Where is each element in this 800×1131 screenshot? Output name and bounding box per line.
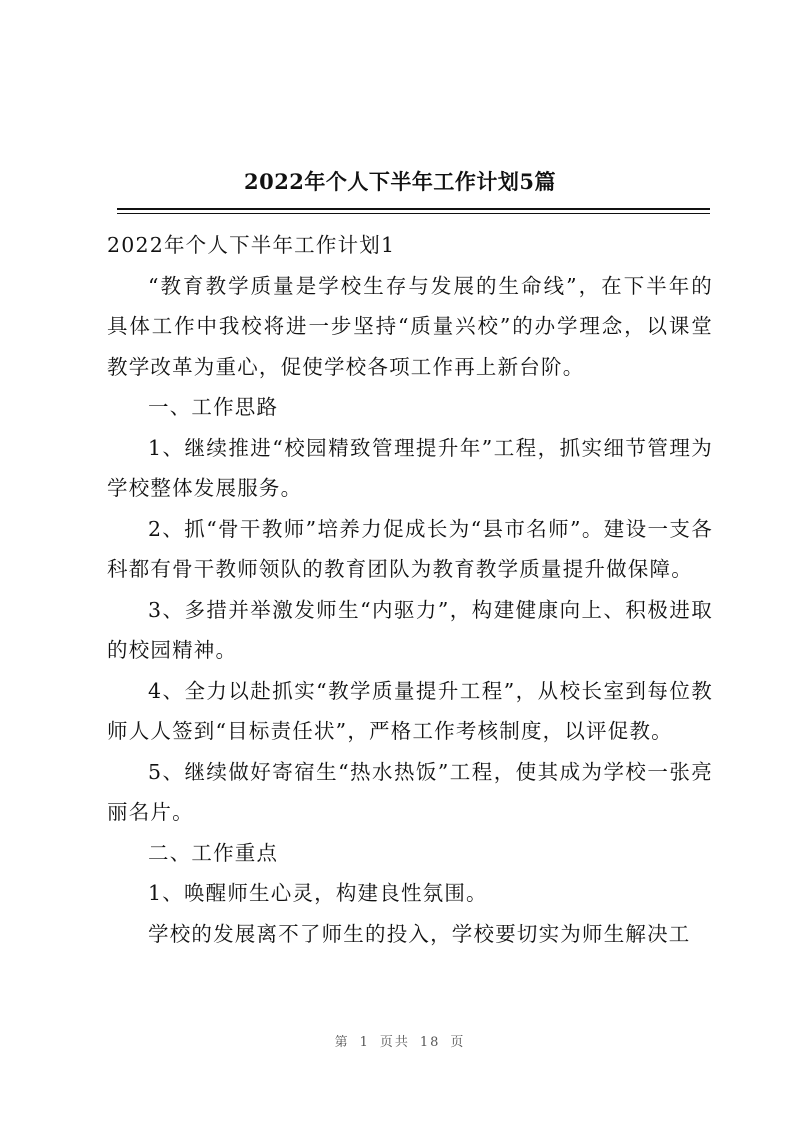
title-rule-thin <box>117 213 710 214</box>
paragraph-item-2: 2、抓“骨干教师”培养力促成长为“县市名师”。建设一支各科都有骨干教师领队的教育团队为教育教学质量提升做保障。 <box>107 516 713 581</box>
heading-work-ideas: 一、工作思路 <box>148 395 279 419</box>
paragraph-item-1: 1、继续推进“校园精致管理提升年”工程，抓实细节管理为学校整体发展服务。 <box>107 435 713 500</box>
paragraph-focus-1: 1、唤醒师生心灵，构建良性氛围。 <box>148 881 488 905</box>
footer-middle: 页共 <box>379 1035 410 1050</box>
section-subtitle: 2022年个人下半年工作计划1 <box>107 233 396 257</box>
document-title: 2022年个人下半年工作计划5篇 <box>243 169 557 194</box>
page-footer <box>0 1031 800 1050</box>
paragraph-item-3: 3、多措并举激发师生“内驱力”，构建健康向上、积极进取的校园精神。 <box>107 597 713 662</box>
paragraph-item-4: 4、全力以赴抓实“教学质量提升工程”，从校长室到每位教师人人签到“目标责任状”，严格工作考核制度，以评促教。 <box>107 678 713 743</box>
footer-suffix: 页 <box>450 1035 466 1050</box>
paragraph-focus-body: 学校的发展离不了师生的投入，学校要切实为师生解决工 <box>148 921 691 946</box>
heading-work-focus: 二、工作重点 <box>148 840 279 865</box>
footer-prefix: 第 <box>334 1035 350 1050</box>
title-rule-thick <box>117 208 710 210</box>
paragraph-intro: “教育教学质量是学校生存与发展的生命线”，在下半年的具体工作中我校将进一步坚持“质量兴校”的办学理念，以课堂教学改革为重心，促使学校各项工作再上新台阶。 <box>107 273 713 379</box>
document-body <box>107 225 713 954</box>
footer-current-page: 1 <box>359 1035 370 1050</box>
paragraph-item-5: 5、继续做好寄宿生“热水热饭”工程，使其成为学校一张亮丽名片。 <box>107 759 713 824</box>
footer-total-pages: 18 <box>419 1035 441 1050</box>
